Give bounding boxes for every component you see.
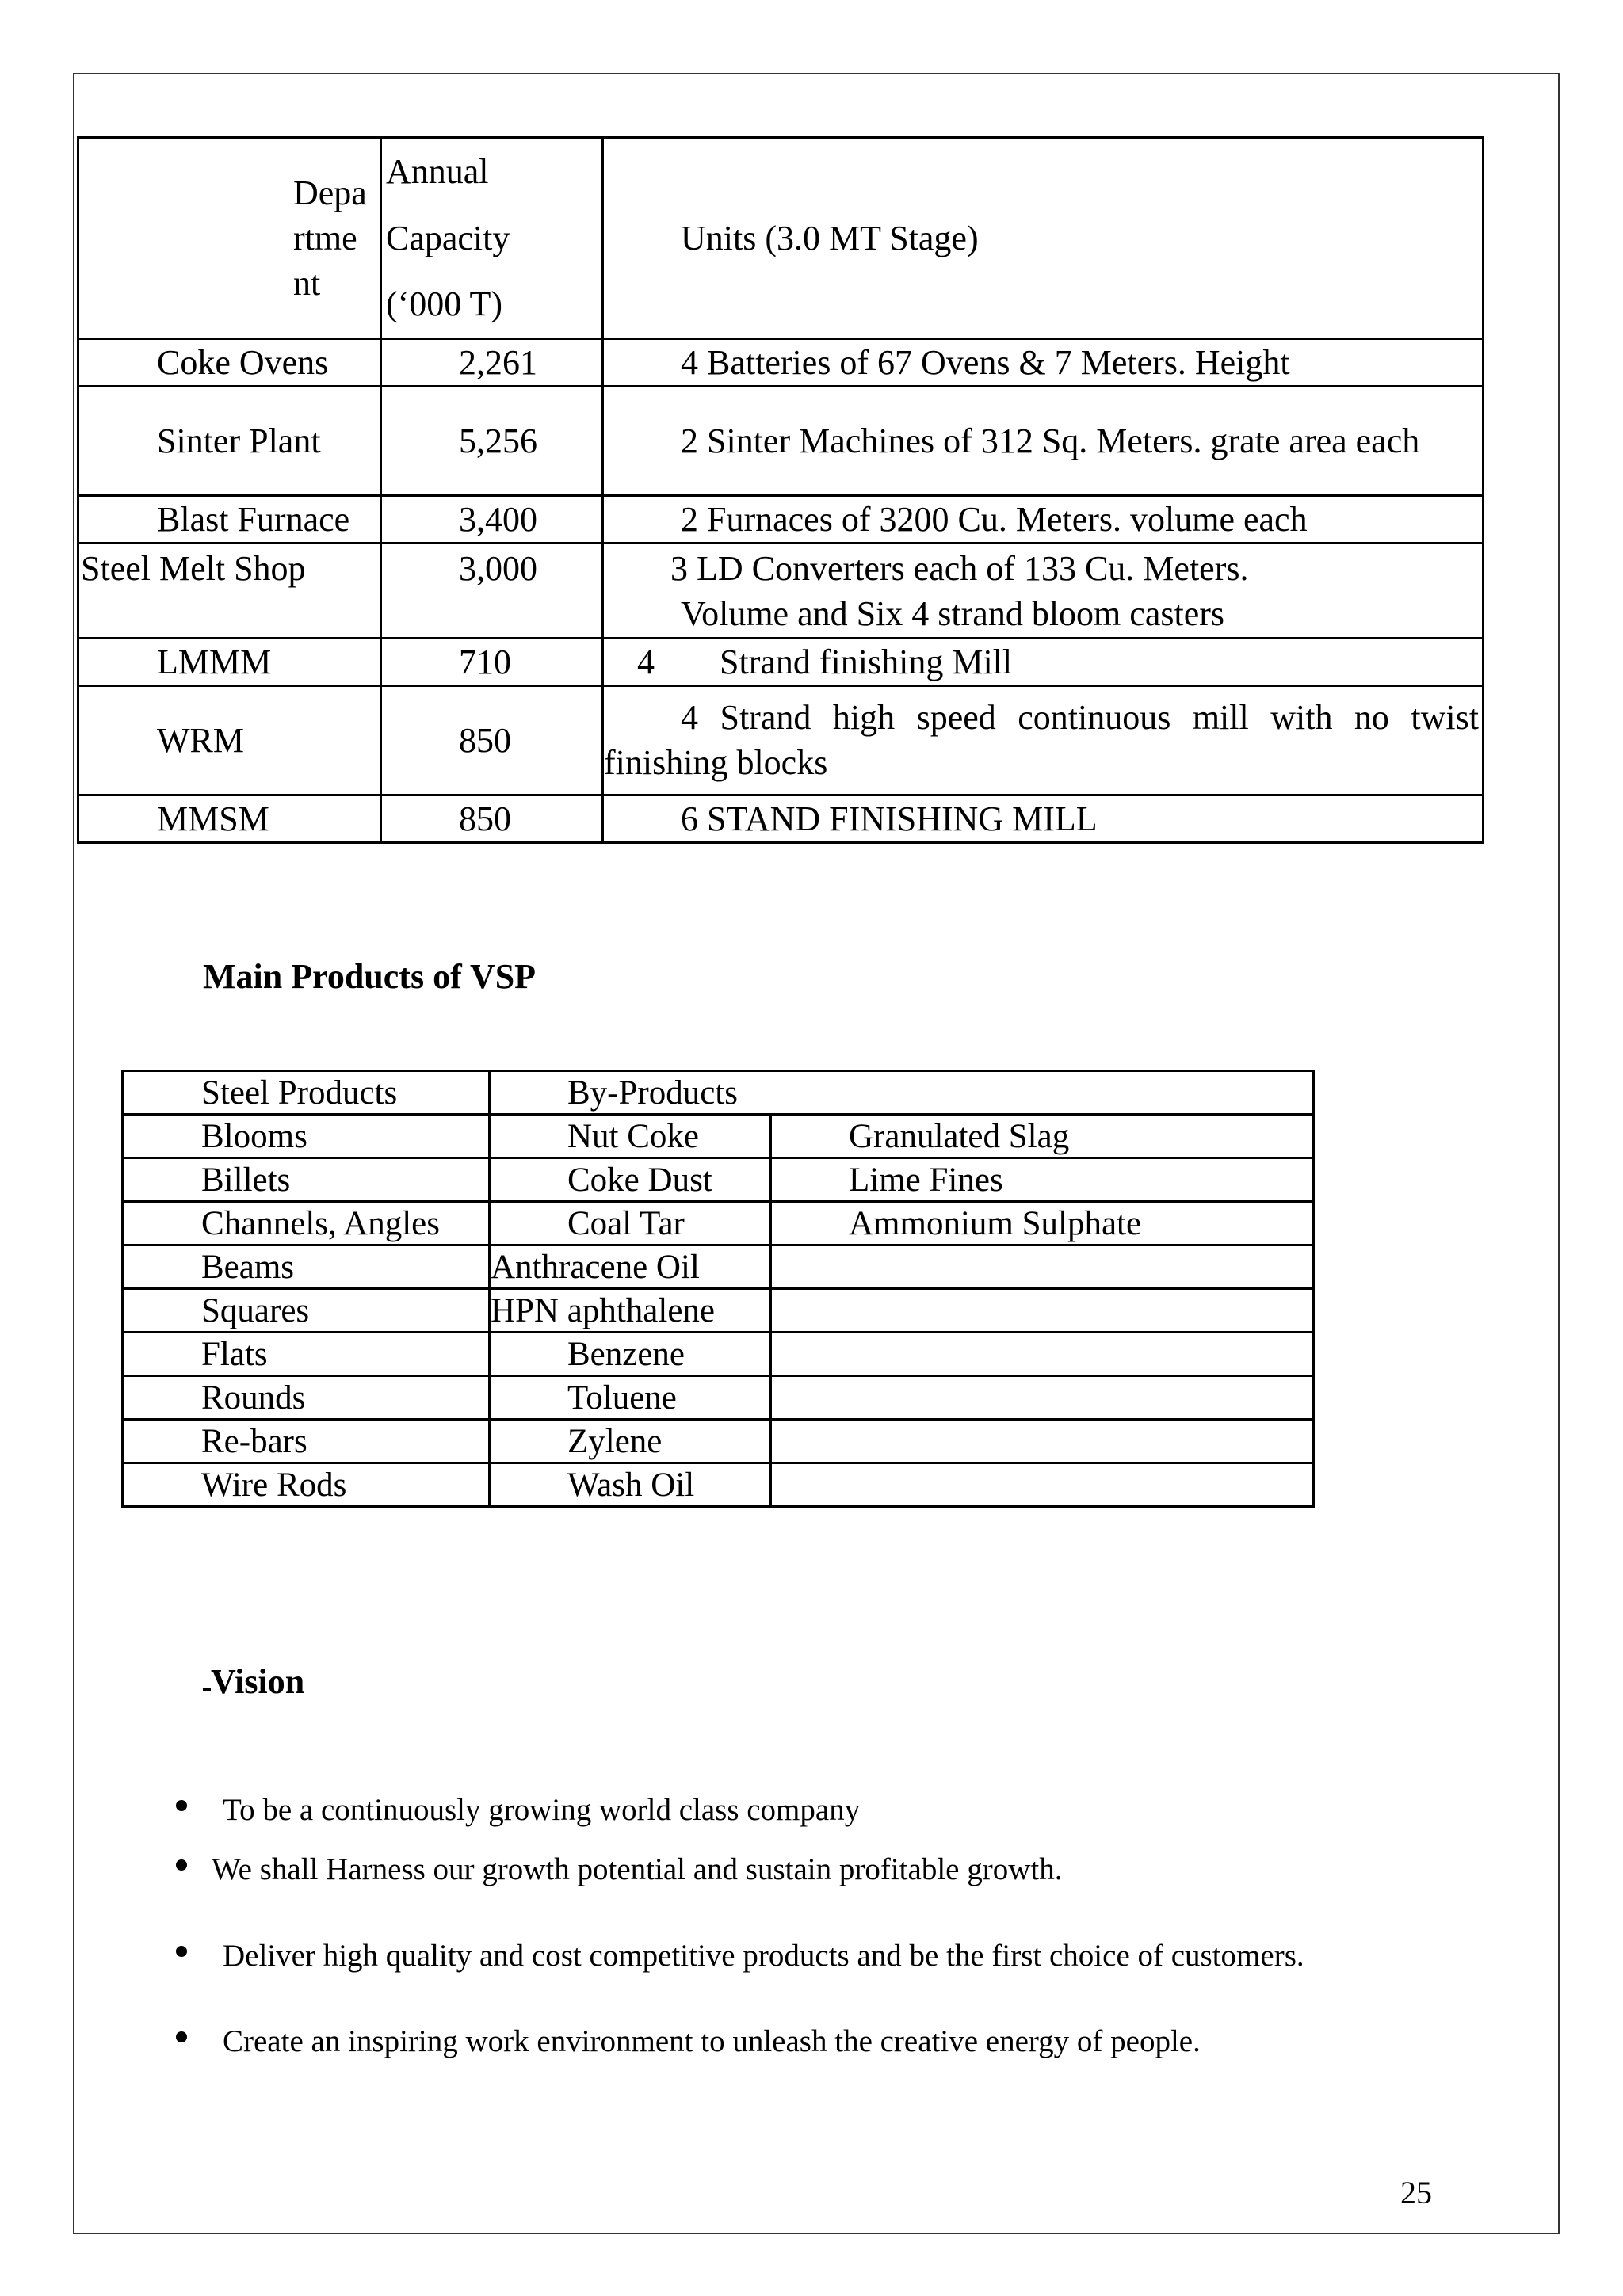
by-product-cell: Zylene	[490, 1420, 771, 1463]
by-product-cell: HPN aphthalene	[490, 1289, 771, 1333]
steel-products-header: Steel Products	[123, 1071, 490, 1115]
other-product-cell	[771, 1245, 1314, 1289]
table-row	[78, 795, 1484, 842]
table-row	[78, 638, 1484, 685]
capacity-cell: 3,000	[381, 543, 603, 638]
units-cell: 4 Batteries of 67 Ovens & 7 Meters. Height	[603, 338, 1484, 386]
table-header-row	[123, 1071, 1314, 1115]
bullet-icon	[176, 1800, 187, 1811]
department-cell: Steel Melt Shop	[78, 543, 381, 638]
units-text: 2 Sinter Machines of 312 Sq. Meters. grate area each	[681, 421, 1420, 460]
main-products-title: Main Products of VSP	[203, 957, 537, 996]
by-products-header: By-Products	[490, 1071, 1314, 1115]
steel-product-cell: Re-bars	[123, 1420, 490, 1463]
header-department-line: rtme	[293, 218, 357, 257]
steel-product-cell: Beams	[123, 1245, 490, 1289]
steel-product-cell: Wire Rods	[123, 1463, 490, 1507]
table-row	[123, 1115, 1314, 1158]
list-item	[223, 2023, 1201, 2059]
table-row	[78, 386, 1484, 495]
department-cell: Coke Ovens	[78, 338, 381, 386]
table-row	[123, 1245, 1314, 1289]
steel-product-cell: Blooms	[123, 1115, 490, 1158]
table-row	[78, 685, 1484, 795]
capacity-cell: 850	[381, 685, 603, 795]
department-cell: MMSM	[78, 795, 381, 842]
department-cell: WRM	[78, 685, 381, 795]
table-row	[123, 1420, 1314, 1463]
department-cell: Sinter Plant	[78, 386, 381, 495]
by-product-cell: Toluene	[490, 1376, 771, 1420]
capacity-cell: 3,400	[381, 495, 603, 543]
table-row	[123, 1158, 1314, 1202]
by-product-cell: Benzene	[490, 1333, 771, 1376]
department-cell: Blast Furnace	[78, 495, 381, 543]
by-product-cell: Nut Coke	[490, 1115, 771, 1158]
vision-title	[203, 1661, 304, 1702]
bullet-icon	[176, 1946, 187, 1957]
other-product-cell	[771, 1420, 1314, 1463]
units-cell	[603, 685, 1484, 795]
header-units: Units (3.0 MT Stage)	[603, 138, 1484, 339]
by-product-cell: Coal Tar	[490, 1202, 771, 1245]
steel-product-cell: Channels, Angles	[123, 1202, 490, 1245]
units-number: 4	[637, 642, 655, 681]
department-cell: LMMM	[78, 638, 381, 685]
capacity-cell: 5,256	[381, 386, 603, 495]
units-cell: 2 Furnaces of 3200 Cu. Meters. volume each	[603, 495, 1484, 543]
table-row	[123, 1376, 1314, 1420]
table-row	[78, 338, 1484, 386]
vision-item-text: We shall Harness our growth potential and sustain profitable growth.	[212, 1852, 1063, 1886]
units-cell	[603, 543, 1484, 638]
table-row	[78, 495, 1484, 543]
vision-item-text: Deliver high quality and cost competitive products and be the first choice of customers.	[223, 1939, 1304, 1973]
units-text: 4 Strand high speed continuous mill with no twist finishing blocks	[604, 698, 1479, 783]
header-department-line: Depa	[293, 173, 367, 212]
table-row	[123, 1463, 1314, 1507]
units-cell	[603, 386, 1484, 495]
units-cell	[603, 638, 1484, 685]
header-capacity-line: Annual	[386, 152, 489, 191]
steel-product-cell: Squares	[123, 1289, 490, 1333]
vision-item-text: Create an inspiring work environment to unleash the creative energy of people.	[223, 2024, 1201, 2058]
header-capacity-line: (‘000 T)	[386, 284, 503, 324]
table-row	[123, 1289, 1314, 1333]
units-line: 3 LD Converters each of 133 Cu. Meters.	[670, 549, 1249, 589]
other-product-cell	[771, 1376, 1314, 1420]
other-product-cell: Lime Fines	[771, 1158, 1314, 1202]
vision-underline-mark	[203, 1661, 211, 1691]
units-line: Volume and Six 4 strand bloom casters	[681, 594, 1224, 634]
table-header-row	[78, 138, 1484, 339]
list-item	[223, 1938, 1304, 1974]
list-item	[223, 1792, 860, 1828]
table-row	[123, 1202, 1314, 1245]
other-product-cell: Ammonium Sulphate	[771, 1202, 1314, 1245]
bullet-icon	[176, 1859, 187, 1871]
table-row	[78, 543, 1484, 638]
by-product-cell: Anthracene Oil	[490, 1245, 771, 1289]
units-text: Strand finishing Mill	[720, 642, 1013, 681]
bullet-icon	[176, 2031, 187, 2042]
other-product-cell	[771, 1333, 1314, 1376]
by-product-cell: Wash Oil	[490, 1463, 771, 1507]
capacity-table	[77, 136, 1484, 844]
header-department-line: nt	[293, 263, 321, 303]
vision-title-text: Vision	[211, 1662, 305, 1701]
steel-product-cell: Rounds	[123, 1376, 490, 1420]
steel-product-cell: Billets	[123, 1158, 490, 1202]
header-capacity-line: Capacity	[386, 218, 510, 257]
steel-product-cell: Flats	[123, 1333, 490, 1376]
products-table	[121, 1070, 1315, 1508]
capacity-cell: 2,261	[381, 338, 603, 386]
vision-item-text: To be a continuously growing world class company	[223, 1793, 861, 1827]
capacity-cell: 850	[381, 795, 603, 842]
units-cell: 6 STAND FINISHING MILL	[603, 795, 1484, 842]
other-product-cell	[771, 1463, 1314, 1507]
by-product-cell: Coke Dust	[490, 1158, 771, 1202]
header-capacity	[381, 138, 603, 339]
page-number: 25	[1400, 2175, 1432, 2210]
capacity-cell: 710	[381, 638, 603, 685]
header-department	[78, 138, 381, 339]
other-product-cell	[771, 1289, 1314, 1333]
other-product-cell: Granulated Slag	[771, 1115, 1314, 1158]
table-row	[123, 1333, 1314, 1376]
list-item	[212, 1852, 1062, 1887]
